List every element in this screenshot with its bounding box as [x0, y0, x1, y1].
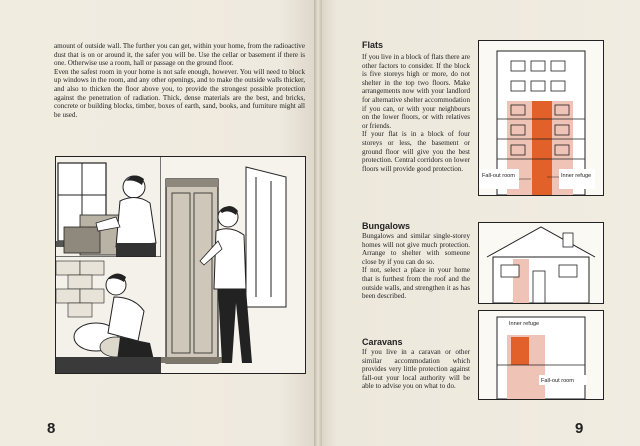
- caravan-diagram: [478, 310, 604, 400]
- intro-paragraph: amount of outside wall. The further you can get, within your home, from the radioactive dust that is on or around it, the safer you will be. Use the cellar or basement if there is one. Otherwise use a room, hall or passage on the ground floor.: [54, 42, 305, 68]
- safest-room-paragraph: Even the safest room in your home is not safe enough, however. You will need to block up windows in the room, and any other openings, and to make the outside walls thicker, and also to thicken the floor above you, to provide the strongest possible protection against the penetration of radiation. Thick, dense materials are the best, and bricks, concrete or building blocks, timber, boxes of earth, sand, books, and furniture might all be used.: [54, 67, 305, 119]
- bungalow-drawing: [479, 223, 603, 303]
- flats-diagram: [478, 40, 604, 196]
- flats-inner-label: Inner refuge: [561, 173, 592, 179]
- bungalows-text: [362, 232, 470, 301]
- caravans-paragraph: If you live in a caravan or other similar accommodation which provides very little protection against fall-out your local authority will be able to advise you on what to do.: [362, 348, 470, 391]
- bungalows-paragraph-1: Bungalows and similar single-storey homes will not give much protection. Arrange to shelter with someone close by if you can do so.: [362, 232, 470, 266]
- page-number-right: 9: [575, 420, 584, 437]
- illustration-art: [56, 157, 305, 373]
- left-page-text: [54, 42, 305, 119]
- page-number-left: 8: [47, 420, 56, 437]
- caravans-text: [362, 348, 470, 391]
- bungalow-diagram: [478, 222, 604, 304]
- flats-text: [362, 53, 470, 173]
- caravans-heading: Caravans: [362, 337, 403, 347]
- flats-heading: Flats: [362, 40, 384, 50]
- flats-fallout-label: Fall-out room: [482, 173, 515, 179]
- strengthening-illustration: [55, 156, 306, 374]
- flats-building-drawing: [479, 41, 603, 195]
- flats-paragraph-1: If you live in a block of flats there are other factors to consider. If the block is five storeys high or more, do not shelter in the top two floors. Make arrangements now with your landlord for alternative shelter accommodation if you can, or with your neighbours on the lower floors, or with relatives or friends.: [362, 53, 470, 130]
- caravan-fallout-label: Fall-out room: [541, 378, 574, 384]
- bungalows-heading: Bungalows: [362, 221, 411, 231]
- bungalows-paragraph-2: If not, select a place in your home that is furthest from the roof and the outside walls, and strengthen it as has been described.: [362, 266, 470, 301]
- caravan-inner-label: Inner refuge: [509, 321, 540, 327]
- flats-paragraph-2: If your flat is in a block of four storeys or less, the basement or ground floor will give you the best protection. Central corridors on lower floors will provide good protection.: [362, 130, 470, 173]
- book-spine: [314, 0, 322, 446]
- caravan-room-drawing: [479, 311, 603, 399]
